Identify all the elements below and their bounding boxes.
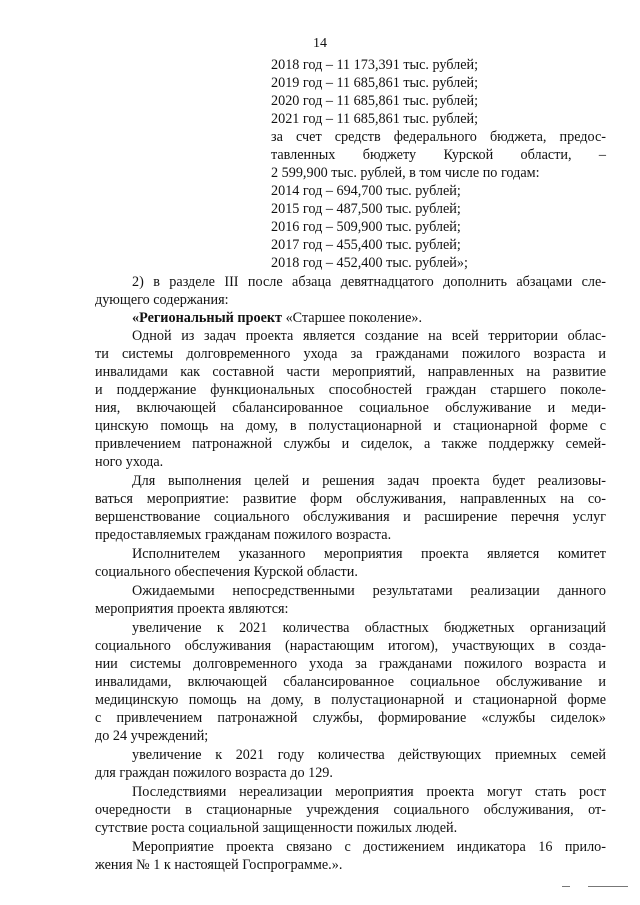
paragraph-line: Исполнителем указанного мероприятия проекта является комитет [132, 546, 606, 562]
paragraph-line: Ожидаемыми непосредственными результатами реализации данного [132, 583, 606, 599]
paragraph-line: инвалидами как составной части мероприятий, направленных на развитие [95, 364, 606, 380]
paragraph-line: до 24 учреждений; [95, 728, 209, 744]
budget-line: 2018 год – 11 173,391 тыс. рублей; [271, 57, 479, 73]
paragraph-line: мероприятия проекта являются: [95, 601, 289, 617]
paragraph-line: Одной из задач проекта является создание на всей территории облас- [132, 328, 606, 344]
paragraph-line: Последствиями нереализации мероприятия проекта могут стать рост [132, 784, 606, 800]
project-heading-bold: «Региональный проект [132, 310, 283, 326]
paragraph-line: с привлечением патронажной службы, формирование «службы сиделок» [95, 710, 606, 726]
paragraph-line: медицинскую помощь на дому, в полустационарной и стационарной форме [95, 692, 606, 708]
paragraph-line: социального обеспечения Курской области. [95, 564, 358, 580]
paragraph-line: цинскую помощь на дому, в полустационарной и стационарной форме с [95, 418, 606, 434]
federal-intro-line: 2 599,900 тыс. рублей, в том числе по годам: [271, 165, 540, 181]
paragraph-line: ваться мероприятие: развитие форм обслуживания, направленных на со- [95, 491, 606, 507]
paragraph-line: очередности в стационарные учреждения социального обслуживания, от- [95, 802, 606, 818]
paragraph-line: нии системы долговременного ухода за гражданами пожилого возраста и [95, 656, 606, 672]
paragraph-line: вершенствование социального обслуживания и расширение перечня услуг [95, 509, 606, 525]
budget-line: 2019 год – 11 685,861 тыс. рублей; [271, 75, 479, 91]
budget-line: 2015 год – 487,500 тыс. рублей; [271, 201, 461, 217]
project-heading [132, 310, 422, 327]
paragraph-line: социального обслуживания (нарастающим итогом), участвующих в созда- [95, 638, 606, 654]
paragraph-line: сутствие роста социальной защищенности пожилых людей. [95, 820, 458, 836]
scan-mark [588, 886, 628, 887]
budget-line: 2021 год – 11 685,861 тыс. рублей; [271, 111, 479, 127]
federal-intro-line: тавленных бюджету Курской области, – [271, 147, 606, 163]
paragraph-line: Для выполнения целей и решения задач проекта будет реализовы- [132, 473, 606, 489]
budget-line: 2017 год – 455,400 тыс. рублей; [271, 237, 461, 253]
paragraph-line: Мероприятие проекта связано с достижением индикатора 16 прило- [132, 839, 606, 855]
budget-line: 2018 год – 452,400 тыс. рублей»; [271, 255, 468, 271]
paragraph-line: увеличение к 2021 количества областных бюджетных организаций [132, 620, 606, 636]
project-heading-rest: «Старшее поколение». [282, 310, 423, 326]
paragraph-line: и поддержание функциональных способностей граждан старшего поколе- [95, 382, 606, 398]
budget-line: 2020 год – 11 685,861 тыс. рублей; [271, 93, 479, 109]
paragraph-line: для граждан пожилого возраста до 129. [95, 765, 333, 781]
paragraph-line: ти системы долговременного ухода за гражданами пожилого возраста и [95, 346, 606, 362]
paragraph-line: ния, включающей сбалансированное социальное обслуживание и меди- [95, 400, 606, 416]
amendment-line: дующего содержания: [95, 292, 229, 308]
federal-intro-line: за счет средств федерального бюджета, предос- [271, 129, 606, 145]
paragraph-line: увеличение к 2021 году количества действующих приемных семей [132, 747, 606, 763]
paragraph-line: предоставляемых гражданам пожилого возраста. [95, 527, 392, 543]
page-number: 14 [313, 36, 327, 51]
paragraph-line: ного ухода. [95, 454, 164, 470]
paragraph-line: жения № 1 к настоящей Госпрограмме.». [95, 857, 343, 873]
scan-mark [562, 886, 570, 887]
amendment-line: 2) в разделе III после абзаца девятнадцатого дополнить абзацами сле- [132, 274, 606, 290]
paragraph-line: инвалидами, включающей сбалансированное социальное обслуживание и [95, 674, 606, 690]
budget-line: 2014 год – 694,700 тыс. рублей; [271, 183, 461, 199]
paragraph-line: привлечением патронажной службы и сиделок, а также поддержку семей- [95, 436, 606, 452]
budget-line: 2016 год – 509,900 тыс. рублей; [271, 219, 461, 235]
